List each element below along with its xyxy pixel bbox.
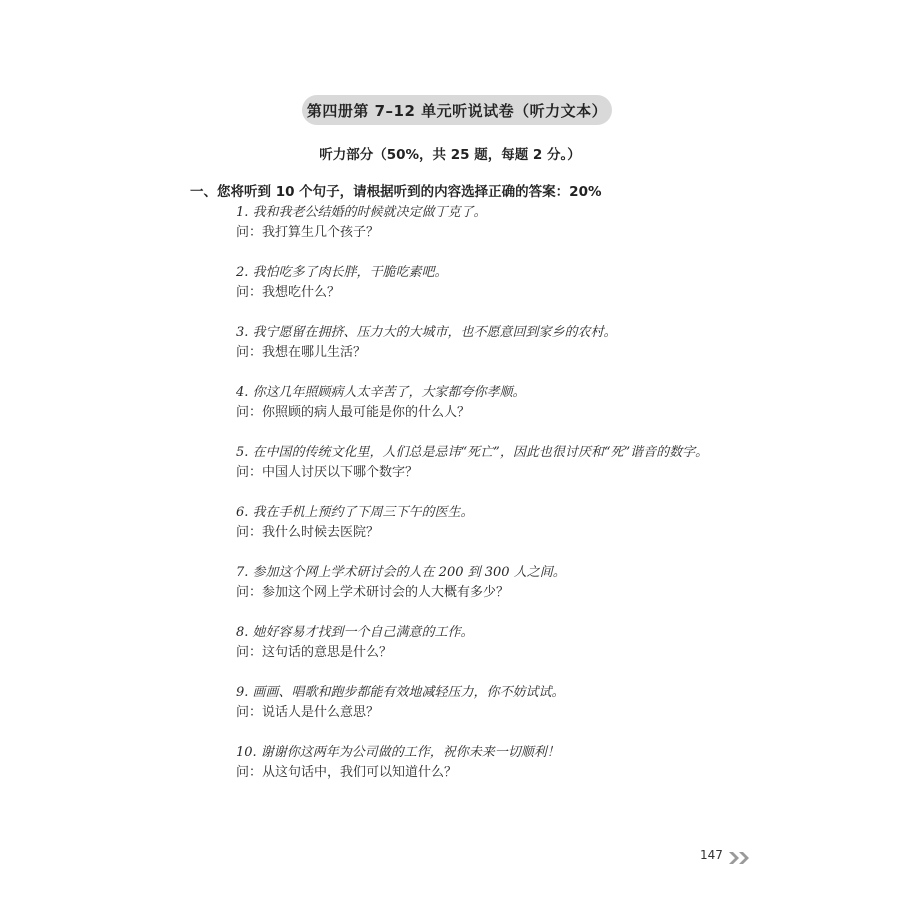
question-sentence: 4. 你这几年照顾病人太辛苦了，大家都夸你孝顺。 [236,385,526,400]
question-prompt: 问：你照顾的病人最可能是你的什么人？ [236,405,471,420]
question-sentence: 5. 在中国的传统文化里，人们总是忌讳“死亡”，因此也很讨厌和“死”谐音的数字。 [236,445,709,460]
list-item [236,563,796,623]
question-sentence: 7. 参加这个网上学术研讨会的人在 200 到 300 人之间。 [236,565,566,580]
question-sentence: 6. 我在手机上预约了下周三下午的医生。 [236,505,474,520]
question-sentence: 3. 我宁愿留在拥挤、压力大的大城市，也不愿意回到家乡的农村。 [236,325,617,340]
page-number: 147 [700,848,723,862]
section-heading: 一、您将听到 10 个句子，请根据听到的内容选择正确的答案：20% [190,184,602,200]
question-prompt: 问：我打算生几个孩子？ [236,225,380,240]
question-prompt: 问：说话人是什么意思？ [236,705,380,720]
list-item [236,323,796,383]
question-sentence: 8. 她好容易才找到一个自己满意的工作。 [236,625,474,640]
question-sentence: 1. 我和我老公结婚的时候就决定做丁克了。 [236,205,487,220]
list-item [236,623,796,683]
double-chevron-right-icon [729,849,751,861]
list-item [236,683,796,743]
list-item [236,203,796,263]
list-item [236,503,796,563]
question-prompt: 问：参加这个网上学术研讨会的人大概有多少？ [236,585,510,600]
question-prompt: 问：中国人讨厌以下哪个数字？ [236,465,419,480]
question-prompt: 问：我想在哪儿生活？ [236,345,367,360]
question-sentence: 10. 谢谢你这两年为公司做的工作，祝你未来一切顺利！ [236,745,560,760]
page-title [302,95,612,125]
page-footer [700,848,751,862]
question-sentence: 2. 我怕吃多了肉长胖，干脆吃素吧。 [236,265,448,280]
question-prompt: 问：从这句话中，我们可以知道什么？ [236,765,458,780]
page-title-text: 第四册第 7–12 单元听说试卷（听力文本） [306,101,608,120]
listening-part-subtitle: 听力部分（50%，共 25 题，每题 2 分。） [319,147,581,163]
list-item [236,443,796,503]
list-item [236,383,796,443]
list-item [236,743,796,803]
question-prompt: 问：我什么时候去医院？ [236,525,380,540]
question-prompt: 问：这句话的意思是什么？ [236,645,393,660]
question-list [236,203,796,803]
question-sentence: 9. 画画、唱歌和跑步都能有效地减轻压力，你不妨试试。 [236,685,565,700]
question-prompt: 问：我想吃什么？ [236,285,341,300]
list-item [236,263,796,323]
